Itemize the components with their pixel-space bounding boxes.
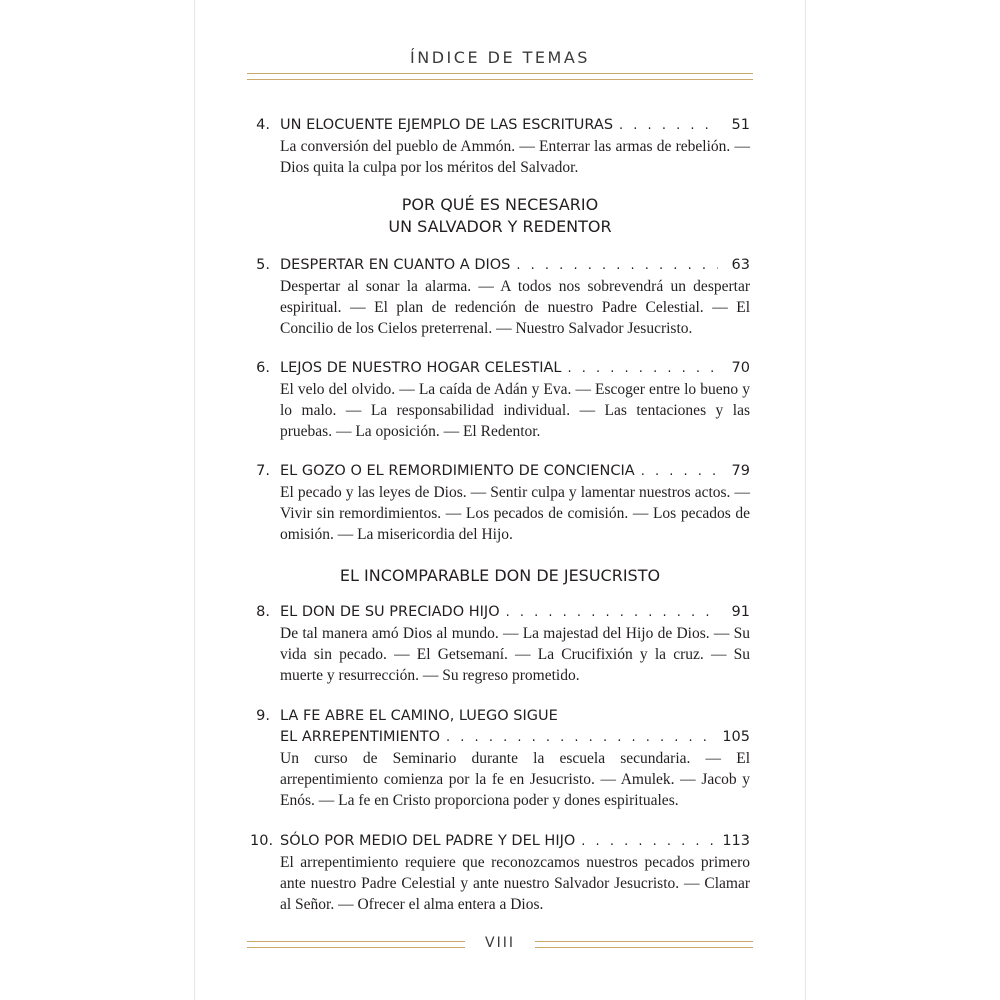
dot-leader — [567, 358, 718, 379]
toc-entry-5 — [250, 255, 750, 339]
entry-title: SÓLO POR MEDIO DEL PADRE Y DEL HIJO — [280, 833, 576, 849]
page-number: VIII — [485, 935, 515, 951]
entry-description: De tal manera amó Dios al mundo. — La majestad del Hijo de Dios. — Su vida sin pecado. — El Getsemaní. — La Crucifixión y la cruz. — Su muerte y resurrección. — Su regreso prometido. — [280, 625, 750, 684]
entry-title: LEJOS DE NUESTRO HOGAR CELESTIAL — [280, 360, 562, 376]
entry-title: EL GOZO O EL REMORDIMIENTO DE CONCIENCIA — [280, 463, 635, 479]
dot-leader — [516, 255, 718, 276]
book-page — [195, 0, 805, 1000]
entry-description: El velo del olvido. — La caída de Adán y Eva. — Escoger entre lo bueno y lo malo. — La responsabilidad individual. — Las tentaciones y las pruebas. — La oposición. — El Redentor. — [280, 381, 750, 440]
bottom-rule-right — [535, 941, 753, 948]
entry-number: 9. — [256, 708, 270, 724]
toc-entry-8 — [250, 602, 750, 686]
toc-entry-9 — [250, 706, 750, 811]
entry-title: DESPERTAR EN CUANTO A DIOS — [280, 257, 511, 273]
section-heading — [250, 194, 750, 238]
toc-entry-4 — [250, 115, 750, 178]
entry-title-continued: EL ARREPENTIMIENTO — [280, 729, 441, 745]
entry-number: 4. — [256, 117, 270, 133]
entry-title: EL DON DE SU PRECIADO HIJO — [280, 604, 500, 620]
entry-number: 8. — [256, 604, 270, 620]
entry-page: 105 — [722, 729, 750, 745]
entry-description: Un curso de Seminario durante la escuela secundaria. — El arrepentimiento comienza por la fe en Jesucristo. — Amulek. — Jacob y Enós. — La fe en Cristo proporciona poder y dones espirituales. — [280, 750, 750, 809]
section-heading-line: POR QUÉ ES NECESARIO — [401, 195, 599, 214]
section-heading-line: UN SALVADOR Y REDENTOR — [388, 217, 612, 236]
dot-leader — [581, 831, 716, 852]
toc-entry-7 — [250, 461, 750, 545]
entry-title: LA FE ABRE EL CAMINO, LUEGO SIGUE — [280, 708, 558, 724]
dot-leader — [506, 602, 718, 623]
entry-page: 70 — [731, 360, 750, 376]
toc-entry-10 — [250, 831, 750, 915]
running-head: ÍNDICE DE TEMAS — [410, 48, 590, 67]
entry-page: 63 — [731, 257, 750, 273]
entry-number: 10. — [250, 833, 274, 849]
entry-page: 91 — [731, 604, 750, 620]
section-heading-line: EL INCOMPARABLE DON DE JESUCRISTO — [339, 566, 661, 585]
entry-page: 79 — [731, 463, 750, 479]
entry-number: 6. — [256, 360, 270, 376]
entry-page: 113 — [722, 833, 750, 849]
dot-leader — [641, 461, 718, 482]
entry-page: 51 — [731, 117, 750, 133]
entry-number: 7. — [256, 463, 270, 479]
entry-description: El pecado y las leyes de Dios. — Sentir culpa y lamentar nuestros actos. — Vivir sin remordimientos. — Los pecados de comisión. — Los pecados de omisión. — La misericordia del Hijo. — [280, 484, 750, 543]
entry-description: La conversión del pueblo de Ammón. — Enterrar las armas de rebelión. — Dios quita la culpa por los méritos del Salvador. — [280, 138, 750, 176]
entry-description: El arrepentimiento requiere que reconozcamos nuestros pecados primero ante nuestro Padre Celestial y ante nuestro Salvador Jesucristo. — Clamar al Señor. — Ofrecer el alma entera a Dios. — [280, 854, 750, 913]
top-double-rule — [247, 73, 753, 80]
section-heading — [250, 565, 750, 587]
dot-leader — [619, 115, 718, 136]
entry-title: UN ELOCUENTE EJEMPLO DE LAS ESCRITURAS — [280, 117, 614, 133]
toc-entry-6 — [250, 358, 750, 442]
entry-description: Despertar al sonar la alarma. — A todos nos sobrevendrá un despertar espiritual. — El plan de redención de nuestro Padre Celestial. — El Concilio de los Cielos preterrenal. — Nuestro Salvador Jesucristo. — [280, 278, 750, 337]
dot-leader — [446, 727, 716, 748]
entry-number: 5. — [256, 257, 270, 273]
